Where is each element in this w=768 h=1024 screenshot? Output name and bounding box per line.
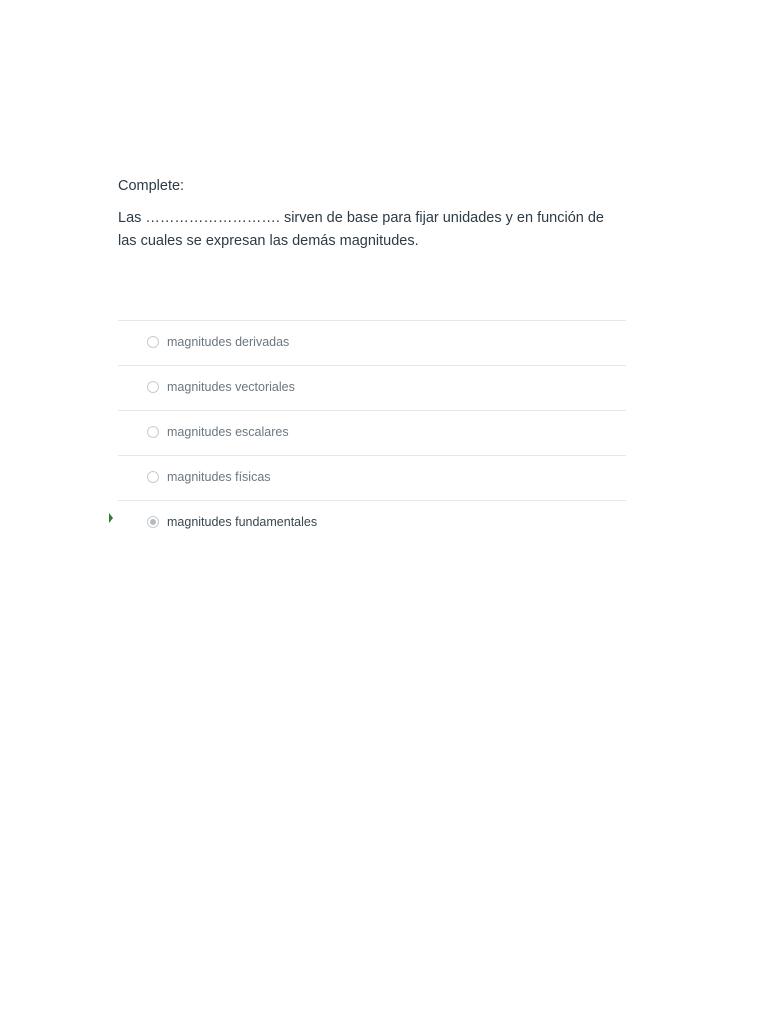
- radio-button[interactable]: [147, 336, 159, 348]
- answer-option-vectoriales[interactable]: [118, 366, 626, 411]
- radio-button[interactable]: [147, 381, 159, 393]
- answer-label: magnitudes derivadas: [167, 335, 290, 349]
- radio-button-selected[interactable]: [147, 516, 159, 528]
- answer-option-fundamentales[interactable]: [118, 501, 626, 545]
- correct-answer-arrow-icon: [109, 513, 113, 523]
- question-text: Las ………………………. sirven de base para fijar unidades y en función de las cuales se expresan las demás magnitudes.: [118, 210, 604, 249]
- radio-button[interactable]: [147, 426, 159, 438]
- answer-option-escalares[interactable]: [118, 411, 626, 456]
- answer-option-derivadas[interactable]: [118, 321, 626, 366]
- answer-label: magnitudes escalares: [167, 425, 289, 439]
- radio-button[interactable]: [147, 471, 159, 483]
- question-block: [118, 176, 626, 253]
- question-label: Complete:: [118, 178, 185, 194]
- answer-label: magnitudes fundamentales: [167, 515, 318, 529]
- answer-list: [118, 320, 626, 545]
- answer-option-fisicas[interactable]: [118, 456, 626, 501]
- answer-label: magnitudes físicas: [167, 470, 271, 484]
- answer-label: magnitudes vectoriales: [167, 380, 295, 394]
